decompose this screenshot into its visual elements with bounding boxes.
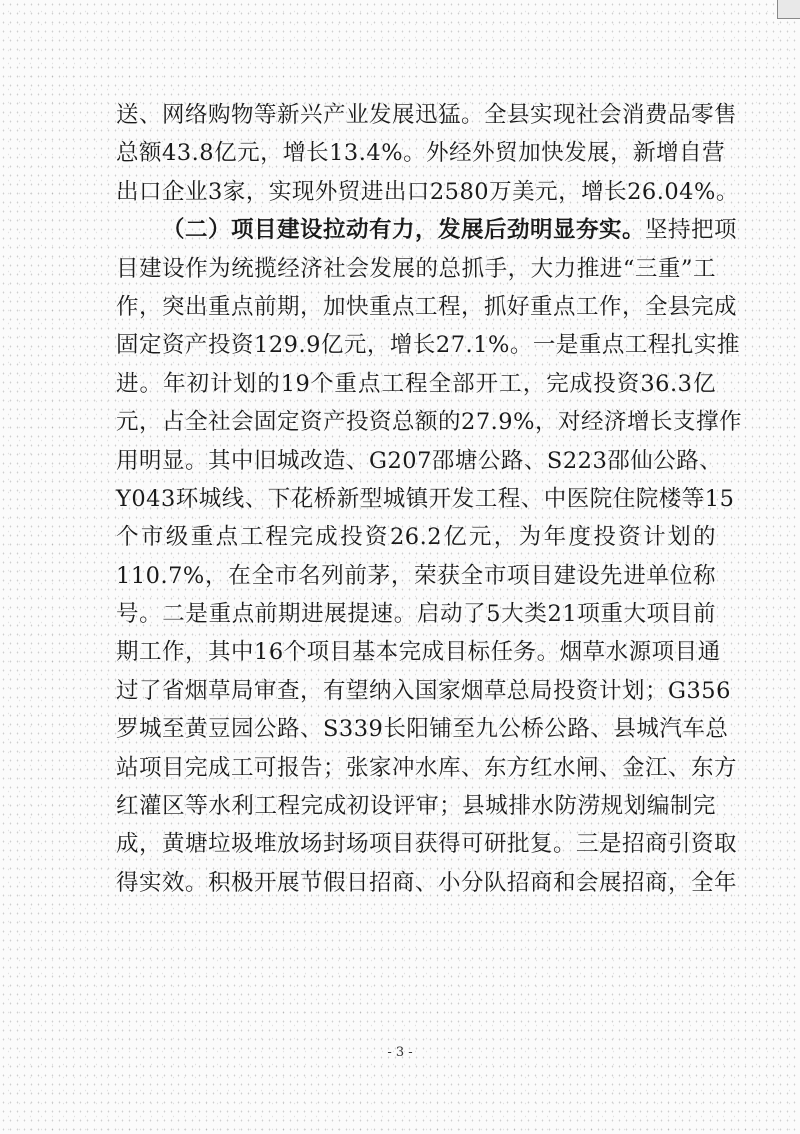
text-line: 期工作，其中16个项目基本完成目标任务。烟草水源项目通 xyxy=(116,639,721,666)
section-heading-line xyxy=(116,211,738,249)
text-line: Y043环城线、下花桥新型城镇开发工程、中医院住院楼等15 xyxy=(116,485,735,512)
text-line: 目建设作为统揽经济社会发展的总抓手，大力推进“三重”工 xyxy=(116,255,716,282)
text-line: 出口企业3家，实现外贸进出口2580万美元，增长26.04%。 xyxy=(116,178,739,205)
text-line: 用明显。其中旧城改造、G207邵塘公路、S223邵仙公路、 xyxy=(116,447,723,474)
body-text xyxy=(116,96,742,902)
text-line: 站项目完成工可报告；张家冲水库、东方红水闸、金江、东方 xyxy=(116,754,738,781)
text-line: 元，占全社会固定资产投资总额的27.9%，对经济增长支撑作 xyxy=(116,409,742,436)
text-line: 个市级重点工程完成投资26.2亿元，为年度投资计划的 xyxy=(116,524,716,551)
text-line: 进。年初计划的19个重点工程全部开工，完成投资36.3亿 xyxy=(116,370,716,397)
text-line: 作，突出重点前期，加快重点工程，抓好重点工作，全县完成 xyxy=(116,293,738,320)
text-line: 110.7%，在全市名列前茅，荣获全市项目建设先进单位称 xyxy=(116,562,716,589)
corner-mark xyxy=(777,0,800,19)
text-line: 红灌区等水利工程完成初设评审；县城排水防涝规划编制完 xyxy=(116,793,716,820)
text-line: 固定资产投资129.9亿元，增长27.1%。一是重点工程扎实推 xyxy=(116,332,740,359)
text-line: 过了省烟草局审查，有望纳入国家烟草总局投资计划；G356 xyxy=(116,677,731,704)
section-heading: （二）项目建设拉动有力，发展后劲明显夯实。 xyxy=(162,217,646,244)
text-line: 总额43.8亿元，增长13.4%。外经外贸加快发展，新增自营 xyxy=(116,140,726,167)
heading-continuation: 坚持把项 xyxy=(645,217,738,244)
text-line: 成，黄塘垃圾堆放场封场项目获得可研批复。三是招商引资取 xyxy=(116,831,738,858)
text-line: 号。二是重点前期进展提速。启动了5大类21项重大项目前 xyxy=(116,601,716,628)
page-number: - 3 - xyxy=(387,1045,413,1060)
text-line: 罗城至黄豆园公路、S339长阳铺至九公桥公路、县城汽车总 xyxy=(116,716,729,743)
text-line: 送、网络购物等新兴产业发展迅猛。全县实现社会消费品零售 xyxy=(116,102,738,128)
text-line: 得实效。积极开展节假日招商、小分队招商和会展招商，全年 xyxy=(116,869,738,896)
